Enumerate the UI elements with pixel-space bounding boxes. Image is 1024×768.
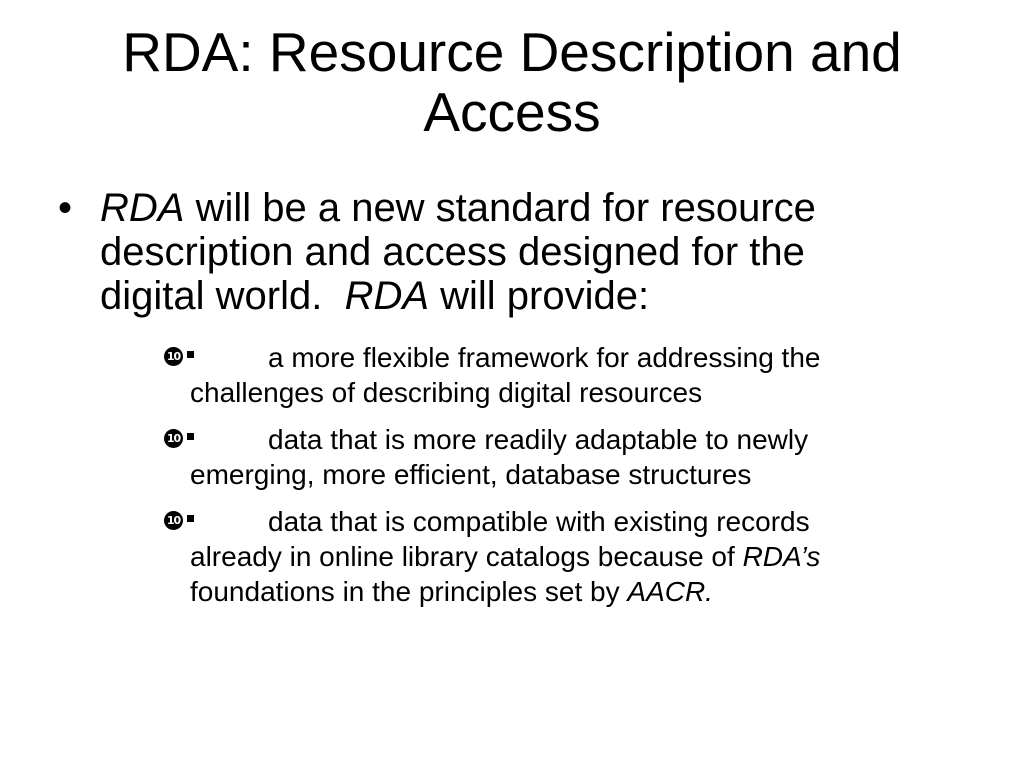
rda-italic: RDA	[100, 186, 185, 230]
main-bullet-line-1-text: will be a new standard for resource	[184, 186, 816, 230]
slide-title	[40, 22, 984, 142]
aacr-italic: AACR.	[627, 576, 713, 607]
sub-bullet-line-2-text: already in online library catalogs because of	[190, 541, 743, 572]
main-bullet-line-2: description and access designed for the	[100, 230, 805, 274]
sub-bullet-line-3	[190, 574, 990, 609]
sub-bullet-marker	[164, 504, 224, 539]
square-bullet-icon	[187, 515, 194, 522]
rdas-italic: RDA’s	[742, 541, 821, 572]
main-bullet-line-1	[100, 186, 1000, 230]
bullet-dot-icon: •	[58, 186, 73, 230]
main-bullet-line-3	[100, 274, 1000, 318]
sub-bullet-marker	[164, 340, 224, 375]
circled-number-icon: 10	[164, 429, 183, 448]
main-bullet	[58, 186, 1000, 318]
circled-number-icon: 10	[164, 511, 183, 530]
main-bullet-line-3-rest: will provide:	[429, 274, 650, 318]
rda-italic-2: RDA	[344, 274, 430, 318]
sub-bullet-line-2: challenges of describing digital resources	[190, 377, 703, 408]
slide-title-line-2: Access	[423, 81, 601, 143]
square-bullet-icon	[187, 433, 194, 440]
slide-title-line-1: RDA: Resource Description and	[122, 21, 902, 83]
square-bullet-icon	[187, 351, 194, 358]
sub-bullet-line-1: data that is compatible with existing records	[268, 506, 810, 537]
sub-bullet-line-2	[190, 539, 990, 574]
sub-bullet-item	[166, 340, 990, 410]
main-bullet-line-3-text: digital world.	[100, 274, 345, 318]
sub-bullet-marker	[164, 422, 224, 457]
sub-bullet-list	[166, 340, 990, 621]
sub-bullet-line-2: emerging, more efficient, database structures	[190, 459, 752, 490]
sub-bullet-line-1: a more flexible framework for addressing the	[268, 342, 821, 373]
sub-bullet-item	[166, 504, 990, 609]
circled-number-icon: 10	[164, 347, 183, 366]
sub-bullet-item	[166, 422, 990, 492]
sub-bullet-line-1: data that is more readily adaptable to newly	[268, 424, 809, 455]
sub-bullet-line-3-text: foundations in the principles set by	[190, 576, 628, 607]
